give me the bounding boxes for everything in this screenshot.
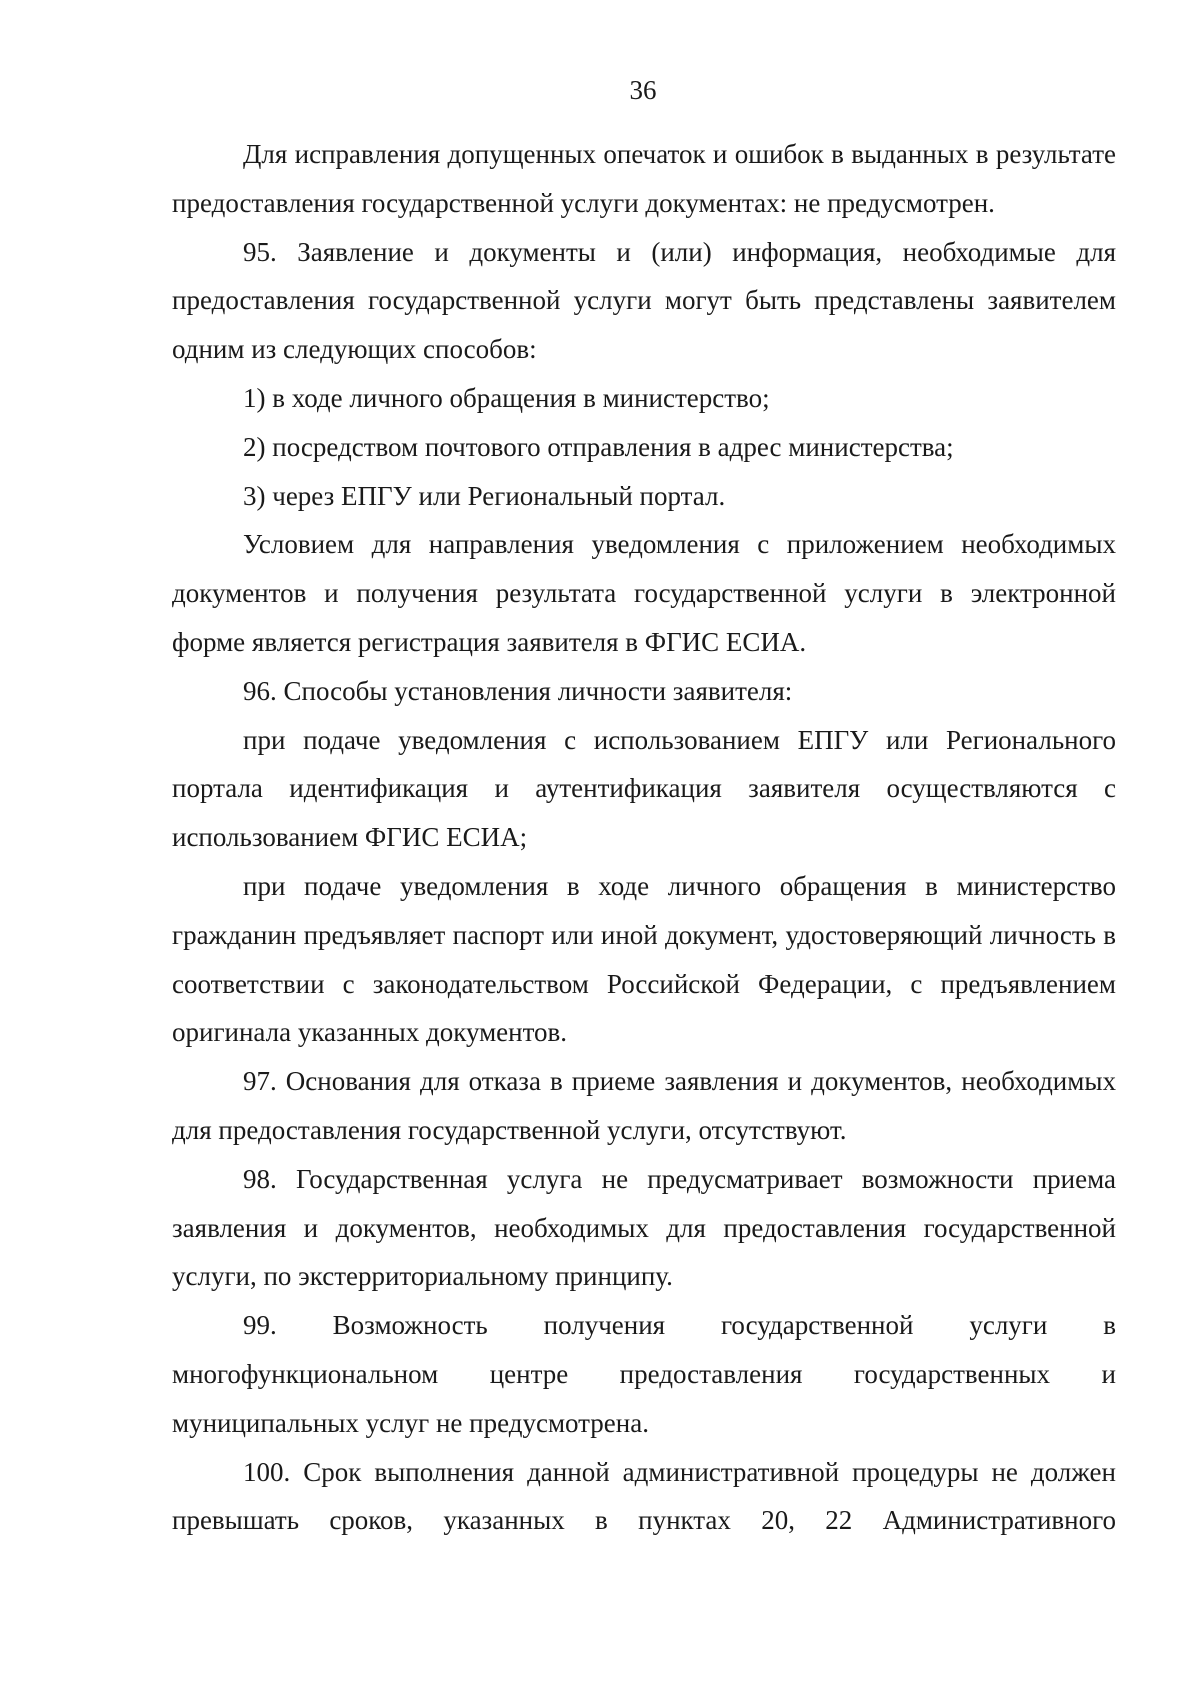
list-item-3: 3) через ЕПГУ или Региональный портал.	[243, 480, 726, 511]
list-item-2: 2) посредством почтового отправления в адрес министерства;	[243, 431, 954, 462]
paragraph-96: 96. Способы установления личности заявителя:	[243, 675, 793, 706]
paragraph-100: 100. Срок выполнения данной административной процедуры не должен превышать сроков, указанных в пунктах 20, 22 Административного	[172, 1456, 1116, 1536]
paragraph-95: 95. Заявление и документы и (или) информация, необходимые для предоставления государственной услуги могут быть представлены заявителем одним из следующих способов:	[172, 236, 1116, 365]
page-number: 36	[629, 75, 657, 105]
paragraph-98: 98. Государственная услуга не предусматривает возможности приема заявления и документов, необходимых для предоставления государственной услуги, по экстерриториальному принципу.	[172, 1163, 1116, 1292]
list-item-1: 1) в ходе личного обращения в министерство;	[243, 382, 770, 413]
paragraph-97: 97. Основания для отказа в приеме заявления и документов, необходимых для предоставления государственной услуги, отсутствуют.	[172, 1066, 1116, 1145]
paragraph-typo-correction: Для исправления допущенных опечаток и ошибок в выданных в результате предоставления государственной услуги документах: не предусмотрен.	[172, 139, 1116, 218]
paragraph-96-personal: при подаче уведомления в ходе личного обращения в министерство гражданин предъявляет паспорт или иной документ, удостоверяющий личность в соответствии с законодательством Российской Федерации, с предъявлением оригинала указанных документов.	[172, 870, 1116, 1048]
paragraph-96-epgu: при подаче уведомления с использованием ЕПГУ или Регионального портала идентификация и аутентификация заявителя осуществляются с использованием ФГИС ЕСИА;	[172, 724, 1116, 853]
paragraph-99: 99. Возможность получения государственной услуги в многофункциональном центре предоставления государственных и муниципальных услуг не предусмотрена.	[172, 1310, 1116, 1438]
paragraph-esia-condition: Условием для направления уведомления с приложением необходимых документов и получения результата государственной услуги в электронной форме является регистрация заявителя в ФГИС ЕСИА.	[172, 529, 1116, 657]
document-body	[172, 130, 1116, 1545]
